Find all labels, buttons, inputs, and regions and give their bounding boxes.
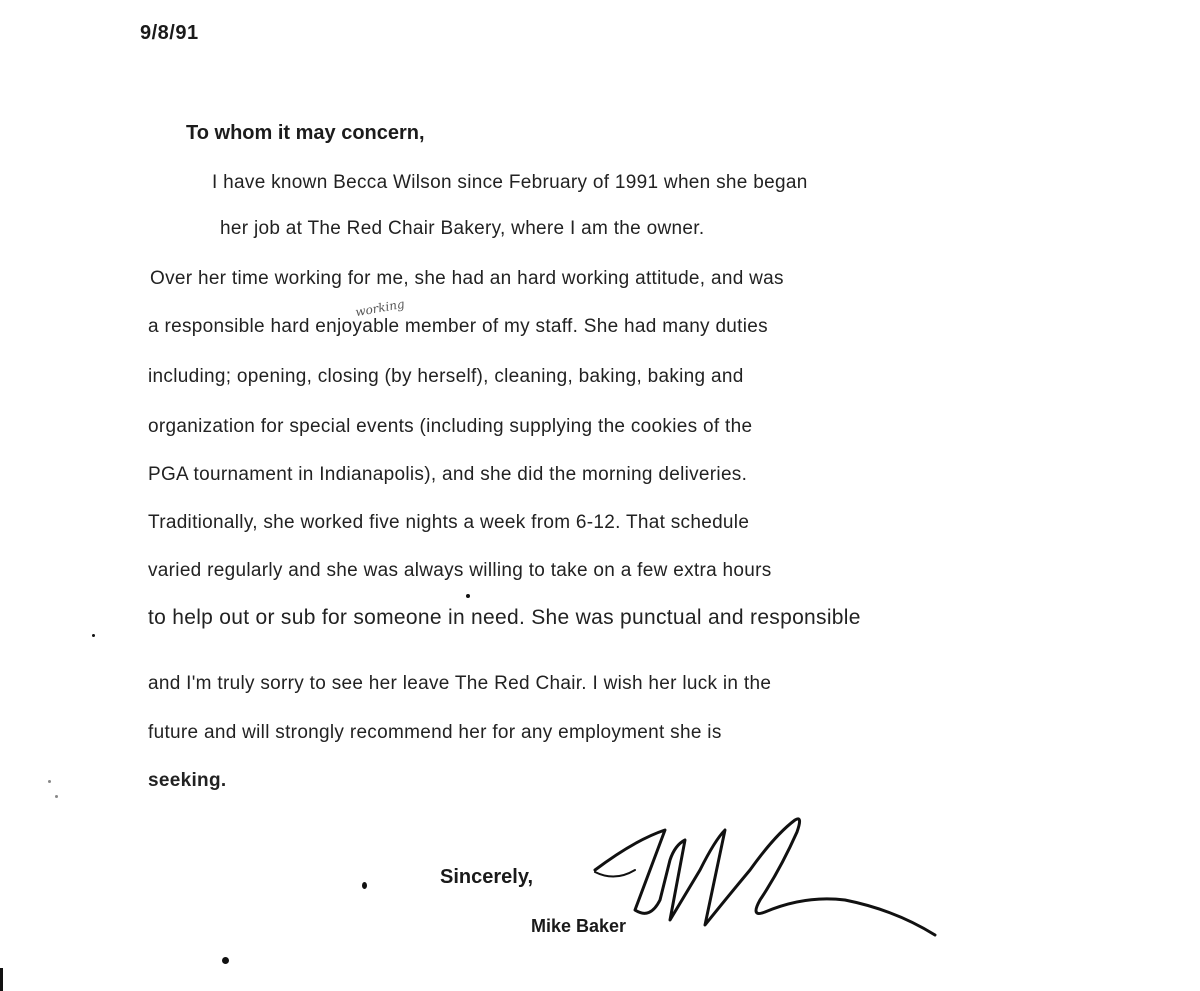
handwritten-insert: working	[354, 296, 406, 320]
closing: Sincerely,	[440, 866, 534, 888]
body-line: I have known Becca Wilson since February of 1991 when she began	[212, 172, 808, 193]
signer-name: Mike Baker	[531, 916, 627, 936]
body-line: varied regularly and she was always willing to take on a few extra hours	[148, 560, 772, 581]
body-line: and I'm truly sorry to see her leave The Red Chair. I wish her luck in the	[148, 673, 772, 694]
scan-speck	[55, 795, 58, 798]
body-line: organization for special events (including supplying the cookies of the	[148, 416, 753, 437]
scan-speck	[92, 634, 95, 637]
body-line: to help out or sub for someone in need. She was punctual and responsible	[148, 606, 861, 629]
scan-speck	[48, 780, 51, 783]
salutation: To whom it may concern,	[186, 122, 425, 144]
scan-speck	[466, 594, 470, 598]
body-line: future and will strongly recommend her for any employment she is	[148, 722, 722, 743]
body-line: her job at The Red Chair Bakery, where I am the owner.	[220, 218, 705, 239]
scan-edge-mark	[0, 968, 3, 991]
body-line: Traditionally, she worked five nights a week from 6-12. That schedule	[148, 512, 750, 533]
body-line: including; opening, closing (by herself), cleaning, baking, baking and	[148, 366, 744, 387]
letter-date: 9/8/91	[140, 22, 199, 44]
body-line: a responsible hard enjoyable member of my staff. She had many duties	[148, 316, 768, 337]
body-line: seeking.	[148, 770, 227, 791]
handwritten-signature	[575, 800, 955, 950]
body-line: Over her time working for me, she had an hard working attitude, and was	[150, 268, 784, 289]
body-line: PGA tournament in Indianapolis), and she did the morning deliveries.	[148, 464, 748, 485]
scan-speck	[362, 882, 367, 889]
scan-speck	[222, 957, 229, 964]
